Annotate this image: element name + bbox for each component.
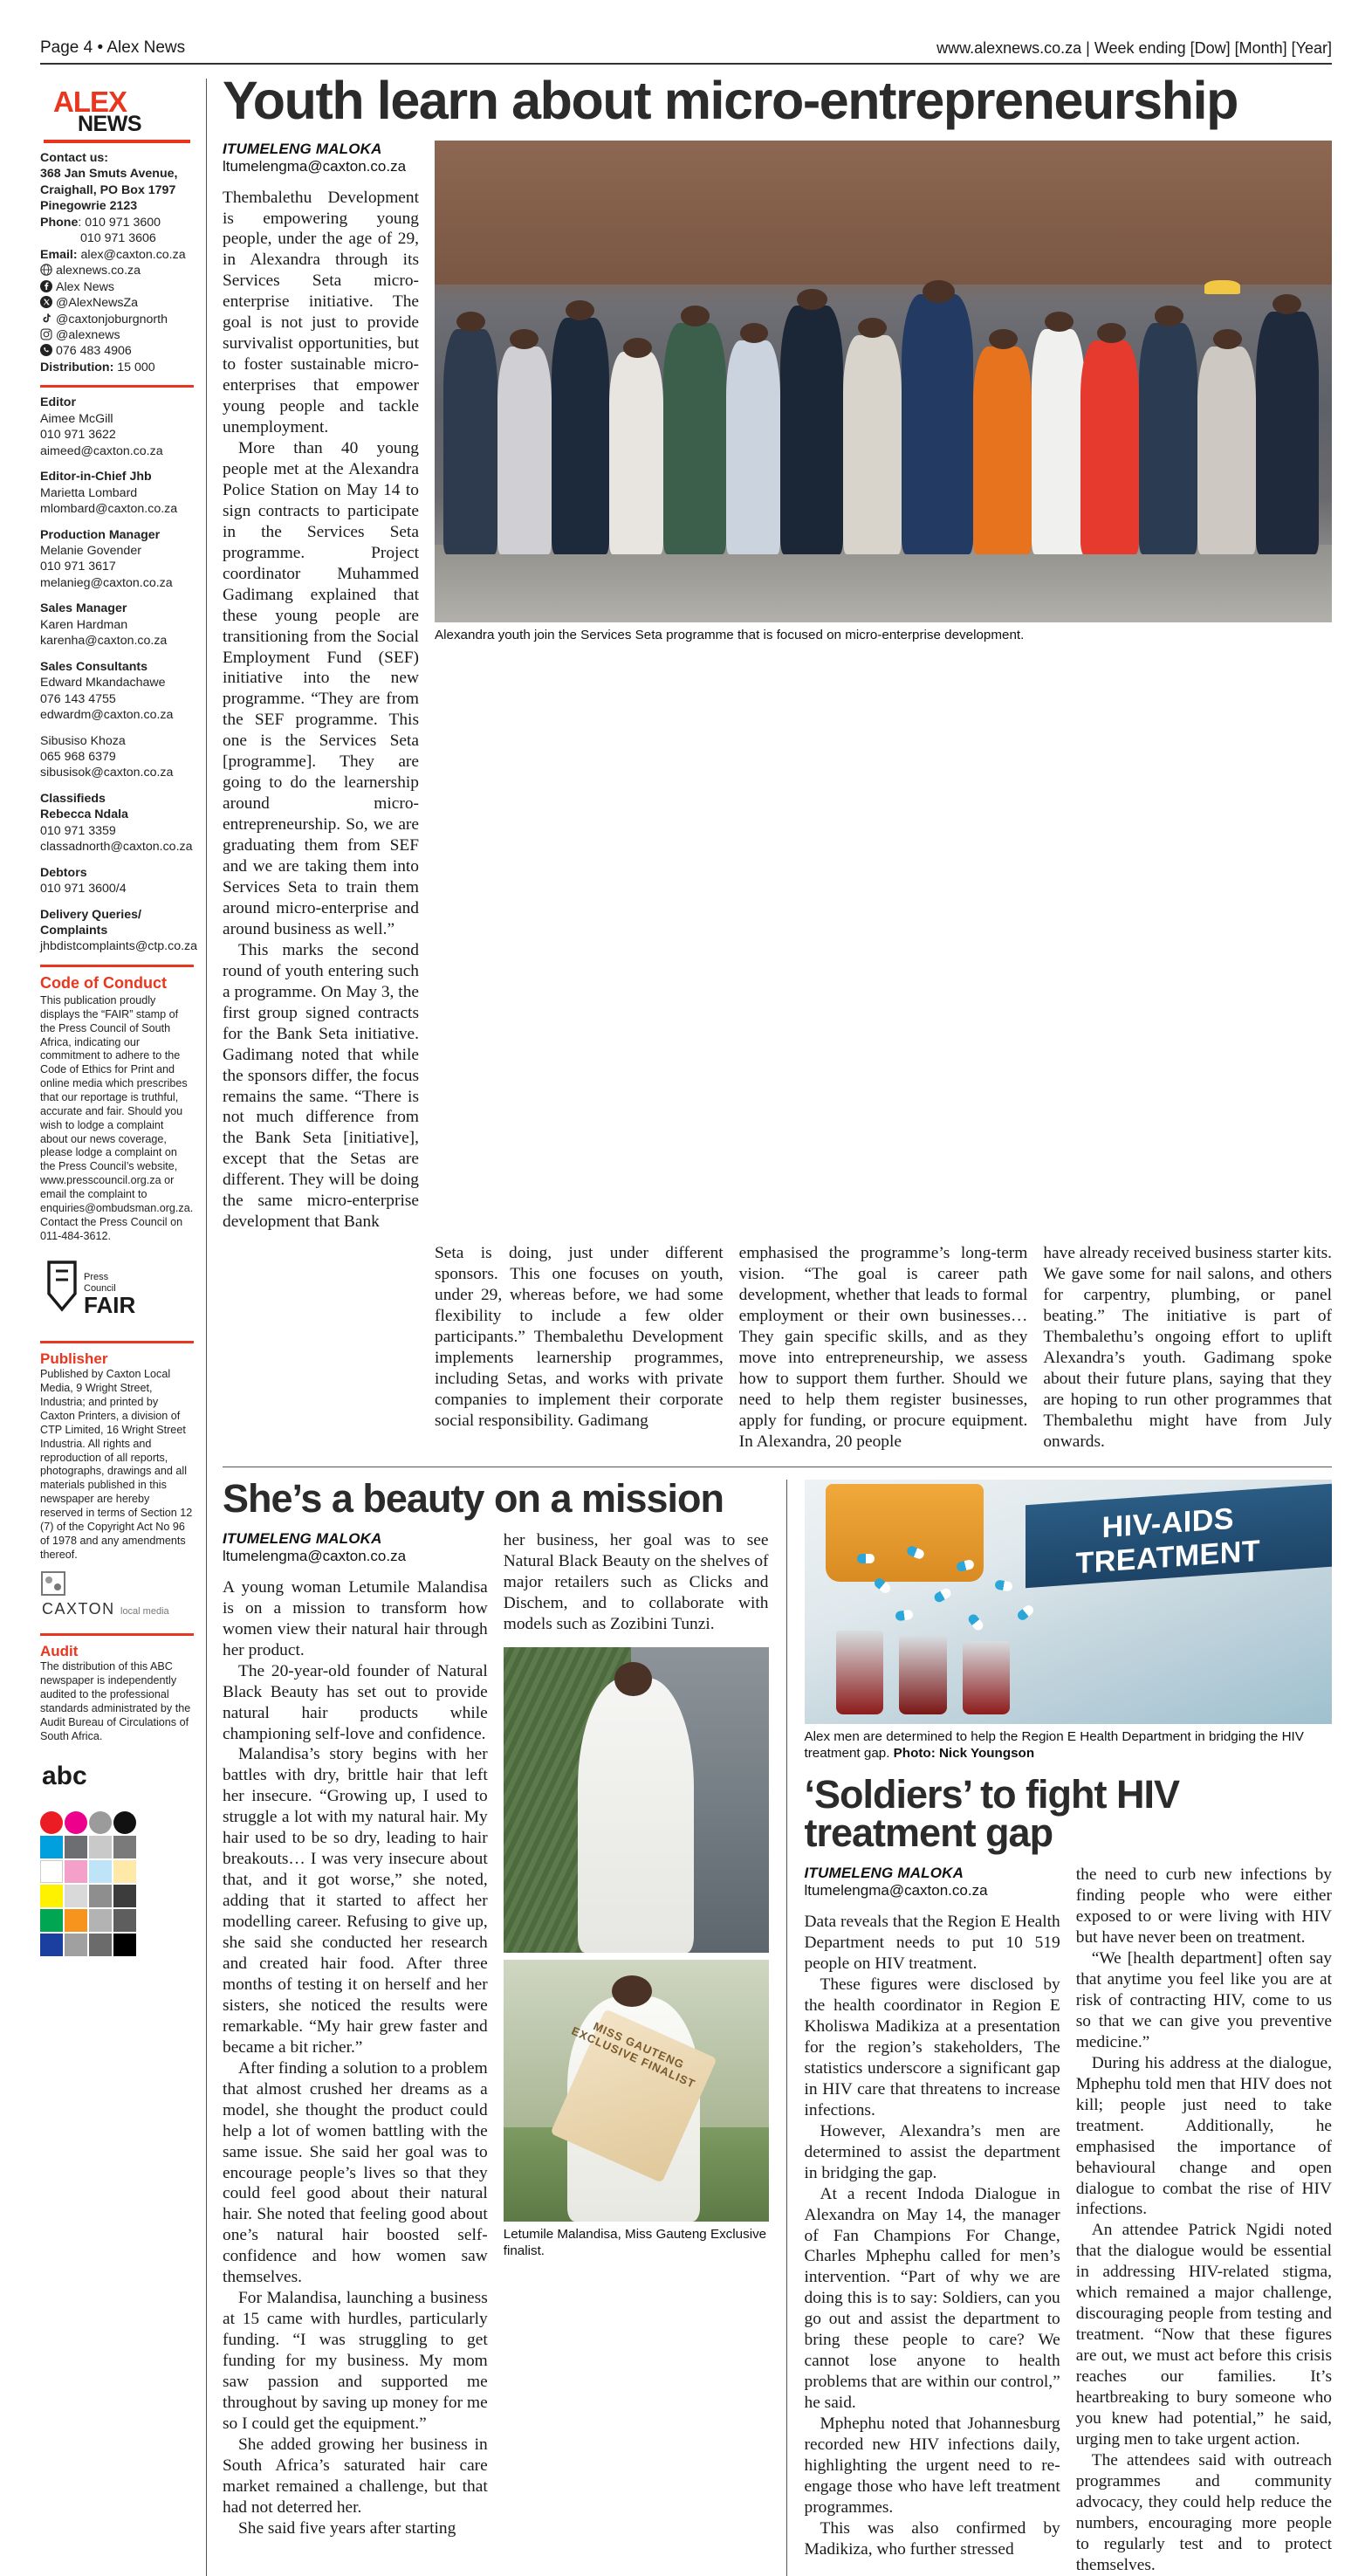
globe-icon [40, 264, 52, 276]
article-youth-micro-entrepreneurship [223, 71, 1333, 1453]
caxton-badge-graphic [40, 1570, 189, 1623]
publisher-body: Published by Caxton Local Media, 9 Wright Street, Industria; and printed by Caxton Printers, a division of CTP Limited, 16 Wright Street Industria. All rights and reproduction of all reports, photographs, drawings and all materials published in this newspaper are hereby reserved in terms of Section 12 (7) of the Copyright Act No 96 of 1978 and any amendments thereof. [40, 1368, 193, 1561]
page-content [207, 65, 1332, 2576]
staff-role: Production Manager [40, 527, 161, 542]
staff-email[interactable]: mlombard@caxton.co.za [40, 502, 178, 517]
staff-role: Delivery Queries/ Complaints [40, 907, 141, 938]
article2-para: A young woman Letumile Malandisa is on a mission to transform how women view their natural hair through her product. [223, 1577, 488, 1659]
photo-person [1197, 347, 1256, 554]
photo-person [1256, 312, 1319, 554]
staff-email[interactable]: classadnorth@caxton.co.za [40, 840, 193, 855]
staff-name: Sibusiso Khoza [40, 733, 126, 748]
page-header-left: Page 4 • Alex News [40, 38, 186, 57]
photo-person-head [989, 329, 1018, 349]
staff-role: Sales Manager [40, 601, 127, 616]
photo-person [726, 340, 780, 554]
photo-person [497, 347, 552, 554]
article3-para: However, Alexandra’s men are determined to assist the department in bridging the gap. [804, 2121, 1060, 2182]
photo-person [780, 306, 843, 554]
abc-badge [40, 1755, 194, 1799]
tiktok-icon [40, 313, 52, 325]
swatch [113, 1836, 136, 1858]
colour-row [40, 1934, 194, 1958]
photo-wall [435, 141, 1332, 285]
swatch [40, 1836, 63, 1858]
swatch [89, 1934, 112, 1956]
logo-underline [44, 140, 190, 143]
staff-list [40, 395, 198, 955]
article3-caption [805, 1728, 1333, 1762]
contact-address-3: Pinegowrie 2123 [40, 199, 138, 214]
page-header-right: www.alexnews.co.za | Week ending [Dow] [Month] [Year] [936, 39, 1332, 57]
svg-text:local media: local media [120, 1606, 169, 1618]
abc-badge-graphic [40, 1755, 108, 1795]
staff-entry-debtors [40, 865, 194, 897]
svg-text:Council: Council [84, 1283, 116, 1295]
article3-para: The attendees said with outreach programmes and community advocacy, they could help reduce the numbers, encouraging more people to regularly test and to protect themselves. [1075, 2450, 1332, 2574]
twitter-x-icon [40, 296, 52, 308]
photo-blood-vial [963, 1641, 1010, 1714]
colour-row [40, 1885, 194, 1909]
staff-phone: 065 968 6379 [40, 749, 116, 764]
photo-crowd [435, 265, 1332, 554]
photo-ground [435, 545, 1332, 622]
instagram-handle[interactable]: @alexnews [56, 327, 120, 342]
tiktok-handle[interactable]: @caxtonjoburgnorth [56, 312, 168, 326]
photo-person-head [1155, 306, 1183, 326]
staff-phone: 010 971 3600/4 [40, 882, 127, 896]
article2-col1 [223, 1530, 488, 2539]
staff-entry-delivery [40, 907, 198, 955]
svg-text:CAXTON: CAXTON [42, 1600, 115, 1618]
whatsapp-number[interactable]: 076 483 4906 [56, 344, 132, 359]
swatch [89, 1909, 112, 1932]
photo-hat [1204, 280, 1240, 295]
contact-divider [40, 385, 194, 388]
staff-name: Marietta Lombard [40, 485, 138, 500]
article3-para: Mphephu noted that Johannesburg recorded new HIV infections daily, highlighting the urgent need to re-engage those who have left treatment programmes. [804, 2415, 1060, 2517]
article2-byline: ITUMELENG MALOKA [223, 1529, 382, 1547]
staff-entry-classifieds [40, 791, 194, 855]
caxton-badge [40, 1570, 194, 1627]
photo-model-figure [578, 1678, 695, 1953]
svg-text:ALEX: ALEX [53, 86, 127, 118]
staff-role: Classifieds [40, 791, 106, 806]
article1-figure [435, 141, 1332, 1233]
distribution-label: Distribution: [40, 360, 114, 374]
swatch [40, 1860, 63, 1883]
staff-phone: 010 971 3359 [40, 823, 116, 838]
publisher-title: Publisher [40, 1350, 108, 1368]
staff-name: Melanie Govender [40, 543, 141, 558]
photo-person-head [923, 280, 955, 303]
swatch [65, 1860, 87, 1883]
article2-para: After finding a solution to a problem that almost crushed her dreams as a model, she thought the product could help a lot of women battling with the same issue. She said her goal was to encourage people’s lives so that they could feel good about their natural hair. She noted that feeling good about one’s natural hair boosted self-confidence and how women saw themselves. [223, 2058, 488, 2287]
contact-address-2: Craighall, PO Box 1797 [40, 182, 176, 197]
article3-para: This was also confirmed by Madikiza, who further stressed [804, 2518, 1060, 2559]
code-of-conduct-body: This publication proudly displays the “FAIR” stamp of the Press Council of South Africa, indicating our commitment to adhere to the Code of Ethics for Print and online media which prescribes that our reportage is truthful, accurate and fair. Should you wish to lodge a complaint about our news coverage, please lodge a complaint on the Press Council’s website, www.presscouncil.org.za or email the complaint to enquiries@ombudsman.org.za. Contact the Press Council on 011-484-3612. [40, 993, 194, 1242]
article1-para: This marks the second round of youth entering such a programme. On May 3, the first group signed contracts for the Bank Seta initiative. Gadimang noted that while the sponsors differ, the focus remains the same. “There is not much difference from the Bank Seta [initiative], except that the Setas are different. They will be doing the same micro-enterprise development that Bank [223, 940, 419, 1232]
photo-person-head [456, 312, 485, 332]
alex-news-logo [40, 79, 194, 134]
staff-email[interactable]: melanieg@caxton.co.za [40, 575, 173, 590]
alex-news-logo-graphic [51, 86, 182, 134]
article2-byline-email[interactable]: ltumelengma@caxton.co.za [223, 1547, 407, 1564]
audit-divider [40, 1633, 194, 1636]
article2-photo-model [504, 1647, 769, 1953]
swatch [65, 1885, 87, 1907]
article3-para: At a recent Indoda Dialogue in Alexandra on May 14, the manager of Fan Champions For Change, Charles Mphephu called for men’s intervention. “Part of why we are doing this is to say: Soldiers, can you go out and assist the department to bring these people to care? We cannot lose anyone to health problems that are within our control,” he said. [804, 2184, 1060, 2413]
staff-entry-sales-consultant-1 [40, 659, 194, 724]
photo-person [663, 323, 726, 554]
staff-entry-editor [40, 395, 194, 459]
photo-person [902, 294, 973, 554]
article1-caption: Alexandra youth join the Services Seta programme that is focused on micro-enterprise development. [435, 627, 1025, 642]
article1-column-text: have already received business starter kits. We gave some for nail salons, and others for carpentry, plumbing, or panel beating.” The initiative is part of Thembalethu’s ongoing effort to uplift Alexandra’s youth. Gadimang spoke about their future plans, saying that they are hoping to run other programmes that Thembalethu might have from July onwards. [1043, 1244, 1333, 1451]
swatch [40, 1811, 63, 1834]
contact-block: Contact us: 368 Jan Smuts Avenue, Craighall, PO Box 1797 Pinegowrie 2123 Phone: 010 971 3600 010 971 3606 Email: alex@caxton.co.za alexnews.co.za Alex News @AlexNewsZa @caxtonjoburgnorth @alexnews 076 483 4906 Distribution: 15 000 [40, 150, 194, 375]
staff-email[interactable]: sibusisok@caxton.co.za [40, 766, 174, 780]
photo-blood-vial [836, 1631, 883, 1714]
code-of-conduct-title: Code of Conduct [40, 973, 167, 992]
page-header [40, 38, 1332, 63]
article1-photo [435, 141, 1332, 622]
staff-entry-sales-consultant-2 [40, 733, 194, 781]
staff-role: Debtors [40, 865, 87, 880]
article3-para: An attendee Patrick Ngidi noted that the dialogue would be essential in addressing HIV-related stigma, which remained a major challenge, discouraging people from testing and treatment. “Now that these figures are out, we must act before this crisis reaches our families. It’s heartbreaking to bury someone who you knew had potential,” he said, urging men to take urgent action. [1075, 2221, 1332, 2449]
article3-para: the need to curb new infections by finding people who were either exposed to or were living with HIV but have never been on treatment. [1075, 1865, 1332, 1947]
photo-sash-text: MISS GAUTENG EXCLUSIVE FINALIST [569, 2019, 697, 2091]
staff-phone: 010 971 3622 [40, 428, 116, 443]
contact-email: alex@caxton.co.za [80, 247, 186, 262]
colour-row [40, 1811, 194, 1836]
staff-email[interactable]: jhbdistcomplaints@ctp.co.za [40, 939, 198, 954]
photo-person [552, 318, 610, 555]
staff-name: Edward Mkandachawe [40, 676, 166, 690]
article3-headline: ‘Soldiers’ to fight HIV treatment gap [804, 1772, 1180, 1856]
photo-person [973, 347, 1032, 554]
swatch [65, 1909, 87, 1932]
audit-title: Audit [40, 1643, 79, 1660]
photo-person [843, 335, 902, 555]
photo-person [1080, 340, 1139, 554]
article2-photo-finalist [504, 1960, 769, 2222]
staff-name: Karen Hardman [40, 617, 128, 632]
staff-role: Editor [40, 395, 76, 410]
article3-para: “We [health department] often say that anytime you feel like you are at risk of contracting HIV, come to us so that we can give you preventive medicine.” [1075, 1949, 1332, 2051]
phone-1: 010 971 3600 [85, 215, 161, 230]
staff-entry-production-manager [40, 527, 194, 592]
staff-phone: 076 143 4755 [40, 691, 116, 706]
article1-columns [223, 1243, 1332, 1453]
fair-badge-graphic [40, 1255, 155, 1330]
distribution-value: 15 000 [117, 360, 155, 374]
article1-column-text: emphasised the programme’s long-term vision. “The goal is career path development, whether that leads to formal employment or their own businesses… They gain specific skills, and as they move into entrepreneurship, we assess how to support them further. Should we need to help them register businesses, apply for funding, or procure equipment. In Alexandra, 20 people [738, 1244, 1028, 1451]
article2-headline: She’s a beauty on a mission [223, 1475, 724, 1521]
article2-para: She said five years after starting [238, 2518, 456, 2538]
article3-caption-text: Alex men are determined to help the Region E Health Department in bridging the HIV treatment gap. [804, 1728, 1304, 1761]
photo-person [609, 352, 663, 554]
colour-control-bar [40, 1811, 194, 1958]
swatch [89, 1860, 112, 1883]
article1-col-spacer [223, 1243, 419, 1453]
publisher-divider [40, 1341, 194, 1343]
swatch [65, 1811, 87, 1834]
photo-person [1139, 323, 1197, 554]
colour-row [40, 1860, 194, 1885]
article3-para: These figures were disclosed by the health coordinator in Region E Kholiswa Madikiza at a presentation for the region’s stakeholders, The statistics underscore a significant gap in HIV care that threatens to increase infections. [804, 1975, 1060, 2119]
staff-entry-editor-in-chief [40, 469, 194, 517]
staff-role: Editor-in-Chief Jhb [40, 470, 152, 484]
swatch [113, 1885, 136, 1907]
staff-entry-sales-manager [40, 601, 194, 649]
swatch [113, 1811, 136, 1834]
colour-row [40, 1836, 194, 1860]
staff-email[interactable]: karenha@caxton.co.za [40, 634, 168, 649]
code-of-conduct-divider [40, 965, 194, 967]
swatch [89, 1836, 112, 1858]
staff-name: Aimee McGill [40, 411, 113, 426]
masthead-sidebar [40, 65, 206, 2576]
lower-section [223, 1475, 1332, 2576]
staff-phone: 010 971 3617 [40, 560, 116, 574]
swatch [113, 1909, 136, 1932]
swatch [40, 1934, 63, 1956]
article2-caption: Letumile Malandisa, Miss Gauteng Exclusive finalist. [503, 2226, 767, 2258]
article2-para: The 20-year-old founder of Natural Black Beauty has set out to provide natural hair products while championing self-love and confidence. [223, 1661, 488, 1743]
svg-text:NEWS: NEWS [78, 112, 141, 134]
audit-body: The distribution of this ABC newspaper is independently audited to the professional standards administrated by the Audit Bureau of Circulations of South Africa. [40, 1660, 191, 1742]
article2-para: For Malandisa, launching a business at 15 came with hurdles, particularly funding. “I was struggling to get funding for my business. My mom saw passion and supported me throughout by saving up money for me so I could get the equipment.” [223, 2289, 488, 2433]
swatch [65, 1836, 87, 1858]
photo-person-head [1097, 323, 1126, 343]
article1-column-text: Seta is doing, just under different sponsors. This one focuses on youth, under 29, whereas before, we had some flexibility to include a few older participants.” Thembalethu Development implements learnership programmes, including Setas, and works with private companies to implement their corporate social responsibility. Gadimang [435, 1244, 724, 1430]
staff-role: Sales Consultants [40, 659, 147, 674]
photo-person-head [1045, 312, 1074, 332]
photo-pills [847, 1543, 1121, 1656]
website-url[interactable]: alexnews.co.za [56, 264, 141, 278]
article2-para: her business, her goal was to see Natural Black Beauty on the shelves of major retailers such as Clicks and Dischem, and to collaborate with models such as Zozibini Tunzi. [503, 1530, 769, 1633]
facebook-icon [40, 280, 52, 292]
contact-address-1: 368 Jan Smuts Avenue, [40, 167, 178, 182]
article3-byline: ITUMELENG MALOKA [804, 1865, 964, 1882]
svg-text:Press: Press [84, 1272, 109, 1283]
article3-caption-credit: Photo: Nick Youngson [893, 1745, 1035, 1761]
article3-photo [805, 1480, 1333, 1724]
photo-person [1032, 329, 1086, 554]
svg-text:FAIR: FAIR [84, 1292, 136, 1319]
photo-person-head [566, 300, 594, 320]
email-label: Email: [40, 247, 78, 262]
fair-press-council-badge [40, 1255, 194, 1335]
article2-para: Malandisa’s story begins with her battles with dry, brittle hair that left her insecure. “Growing up, I used to struggle a lot with my natural hair. My hair used to be so dry, leading to hair breakouts… I was very insecure about that, and it got worse,” she noted, adding that it started to affect her modelling career. Refusing to give up, she said she conducted her research and created hair food. After three months of testing it on herself and her sisters, she noticed the results were remarkable. “My hair grew faster and became a bit richer.” [223, 1745, 488, 2057]
contact-title: Contact us: [40, 151, 109, 165]
instagram-icon [40, 328, 52, 340]
photo-person-head [623, 338, 652, 358]
article3-col2 [1076, 1865, 1332, 2575]
whatsapp-icon [40, 344, 52, 356]
article3-col1 [805, 1865, 1060, 2575]
photo-model-head [614, 1662, 652, 1696]
article3-byline-email[interactable]: ltumelengma@caxton.co.za [804, 1882, 988, 1899]
article2-col2 [504, 1530, 769, 2539]
article2-para: She added growing her business in South Africa’s saturated hair care market remained a challenge, but that had not deterred her. [223, 2435, 488, 2517]
photo-blood-vial [899, 1636, 946, 1714]
article1-para: More than 40 young people met at the Alexandra Police Station on May 14 to sign contracts to participate in the Services Seta programme. Project coordinator Muhammed Gadimang explained that these young people are transitioning from the Social Employment Fund (SEF) initiative into the new programme. “They are from the SEF programme. This one is the Services Seta [programme]. They are going to do the learnership around micro-entrepreneurship. So, we are graduating them from SEF and we are taking them into Services Seta to train them around micro-enterprise and around business as well.” [223, 438, 419, 938]
article1-byline-email[interactable]: ltumelengma@caxton.co.za [223, 157, 407, 175]
svg-text:abc: abc [42, 1761, 87, 1790]
article1-byline: ITUMELENG MALOKA [223, 140, 382, 157]
colour-row [40, 1909, 194, 1934]
staff-email[interactable]: aimeed@caxton.co.za [40, 443, 163, 458]
phone-label: Phone [40, 215, 79, 230]
photo-person-head [858, 318, 887, 338]
swatch [40, 1885, 63, 1907]
phone-2: 010 971 3606 [80, 231, 156, 246]
article3-para: Data reveals that the Region E Health Department needs to put 10 519 people on HIV treatment. [804, 1913, 1060, 1974]
swatch [89, 1885, 112, 1907]
article-soldiers-hiv [786, 1480, 1333, 2576]
swatch [65, 1934, 87, 1956]
photo-person-head [1213, 329, 1242, 349]
photo-finalist-head [612, 1975, 652, 2007]
swatch [113, 1860, 136, 1883]
article1-para: Thembalethu Development is empowering young people, under the age of 29, in Alexandra through its Services Seta micro-enterprise initiative. The goal is not just to provide survivalist opportunities, but to foster sustainable micro-enterprises that empower young people and tackle unemployment. [223, 188, 419, 437]
staff-email[interactable]: edwardm@caxton.co.za [40, 708, 174, 723]
swatch [89, 1811, 112, 1834]
article1-headline: Youth learn about micro-entrepreneurship [223, 71, 1238, 130]
facebook-handle[interactable]: Alex News [56, 279, 115, 294]
article1-lead-column [223, 141, 419, 1233]
staff-name: Rebecca Ndala [40, 807, 128, 822]
article3-para: During his address at the dialogue, Mphephu told men that HIV does not kill; people just need to take treatment. Additionally, he emphasised the importance of behavioural change and open dialogue to combat the rise of HIV infections. [1075, 2053, 1332, 2219]
swatch [40, 1909, 63, 1932]
photo-person [443, 329, 497, 554]
swatch [113, 1934, 136, 1956]
article-beauty-on-a-mission [223, 1475, 769, 2576]
twitter-handle[interactable]: @AlexNewsZa [56, 296, 139, 311]
photo-person-head [681, 306, 710, 326]
photo-banner-text: HIV-AIDS TREATMENT [1075, 1501, 1261, 1580]
